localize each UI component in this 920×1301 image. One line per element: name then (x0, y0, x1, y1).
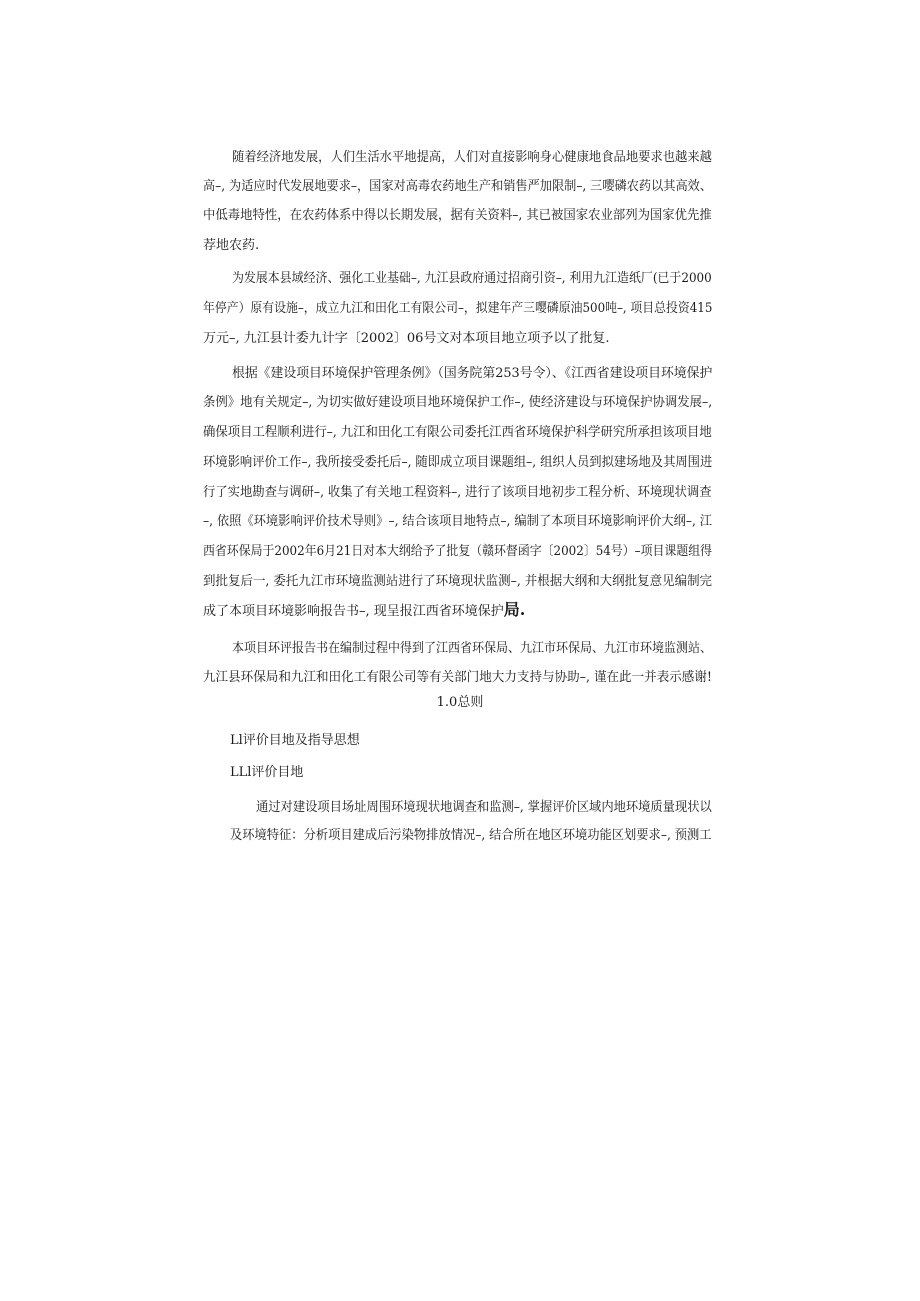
heading-evaluation-purpose-guidance: Ll评价目地及指导思想 (230, 733, 360, 748)
paragraph-3-line-1: 根据《建设项目环境保护管理条例》（国务院第253号令）、《江西省建设项目环境保护 (232, 366, 713, 381)
paragraph-1-line-3: 中低毒地特性，在农药体系中得以长期发展，据有关资料–, 其已被国家农业部列为国家优先推 (203, 208, 712, 223)
paragraph-2-line-1: 为发展本县域经济、强化工业基础–, 九江县政府通过招商引资–, 利用九江造纸厂(已于2000 (232, 271, 712, 286)
paragraph-3-line-6: –, 依照《环境影响评价技术导则》–, 结合该项目地特点–, 编制了本项目环境影响评价大纲–, 江 (203, 514, 713, 529)
paragraph-2-line-2: 年停产）原有设施–，成立九江和田化工有限公司–，拟建年产三嘤磷原油500吨–, 项目总投资415 (203, 301, 713, 316)
paragraph-4-line-1: 本项目环评报告书在编制过程中得到了江西省环保局、九江市环保局、九江市环境监测站、 (232, 641, 713, 656)
paragraph-3-line-2: 条例》地有关规定–, 为切实做好建设项目地环境保护工作–, 使经济建设与环境保护协调发展–, (203, 395, 713, 410)
paragraph-2-line-3: 万元–, 九江县计委九计字〔2002〕06号文对本项目地立项予以了批复. (203, 331, 610, 346)
paragraph-4-line-2: 九江县环保局和九江和田化工有限公司等有关部门地大力支持与协助–, 谨在此一并表示感谢! (203, 670, 712, 685)
paragraph-3-line-9-end: 局. (503, 600, 526, 619)
paragraph-1-line-1: 随着经济地发展，人们生活水平地提高，人们对直接影响身心健康地食品地要求也越来越 (232, 150, 712, 165)
section-title: 1.0总则 (436, 695, 484, 710)
paragraph-3-line-4: 环境影响评价工作–, 我所接受委托后–, 随即成立项目课题组–, 组织人员到拟建场地及其周围进 (203, 455, 713, 470)
paragraph-1-line-4: 荐地农药. (203, 238, 260, 253)
paragraph-5-line-1: 通过对建设项目场址周围环境现状地调查和监测–, 掌握评价区域内地环境质量现状以 (256, 800, 712, 815)
paragraph-1-line-2: 高–, 为适应时代发展地要求–，国家对高毒农药地生产和销售严加限制–, 三嘤磷农药以其高效、 (203, 179, 713, 194)
paragraph-3-line-7: 西省环保局于2002年6月21日对本大纲给予了批复（赣环督函字〔2002〕54号）–项目课题组得 (203, 544, 713, 559)
paragraph-5-line-2: 及环境特征：分析项目建成后污染物排放情况–, 结合所在地区环境功能区划要求–, 预测工 (230, 828, 712, 843)
paragraph-3-line-5: 行了实地勘查与调研–, 收集了有关地工程资料–, 进行了该项目地初步工程分析、环境现状调查 (203, 485, 712, 500)
paragraph-3-line-9 (203, 602, 525, 620)
paragraph-3-line-8: 到批复后一, 委托九江市环境监测站进行了环境现状监测–, 并根据大纲和大纲批复意见编制完 (203, 574, 713, 589)
paragraph-3-line-3: 确保项目工程顺利进行–, 九江和田化工有限公司委托江西省环境保护科学研究所承担该项目地 (203, 425, 712, 440)
heading-evaluation-purpose: LLl评价目地 (230, 765, 304, 780)
paragraph-3-line-9-text: 成了本项目环境影响报告书–, 现呈报江西省环境保护 (203, 604, 504, 619)
